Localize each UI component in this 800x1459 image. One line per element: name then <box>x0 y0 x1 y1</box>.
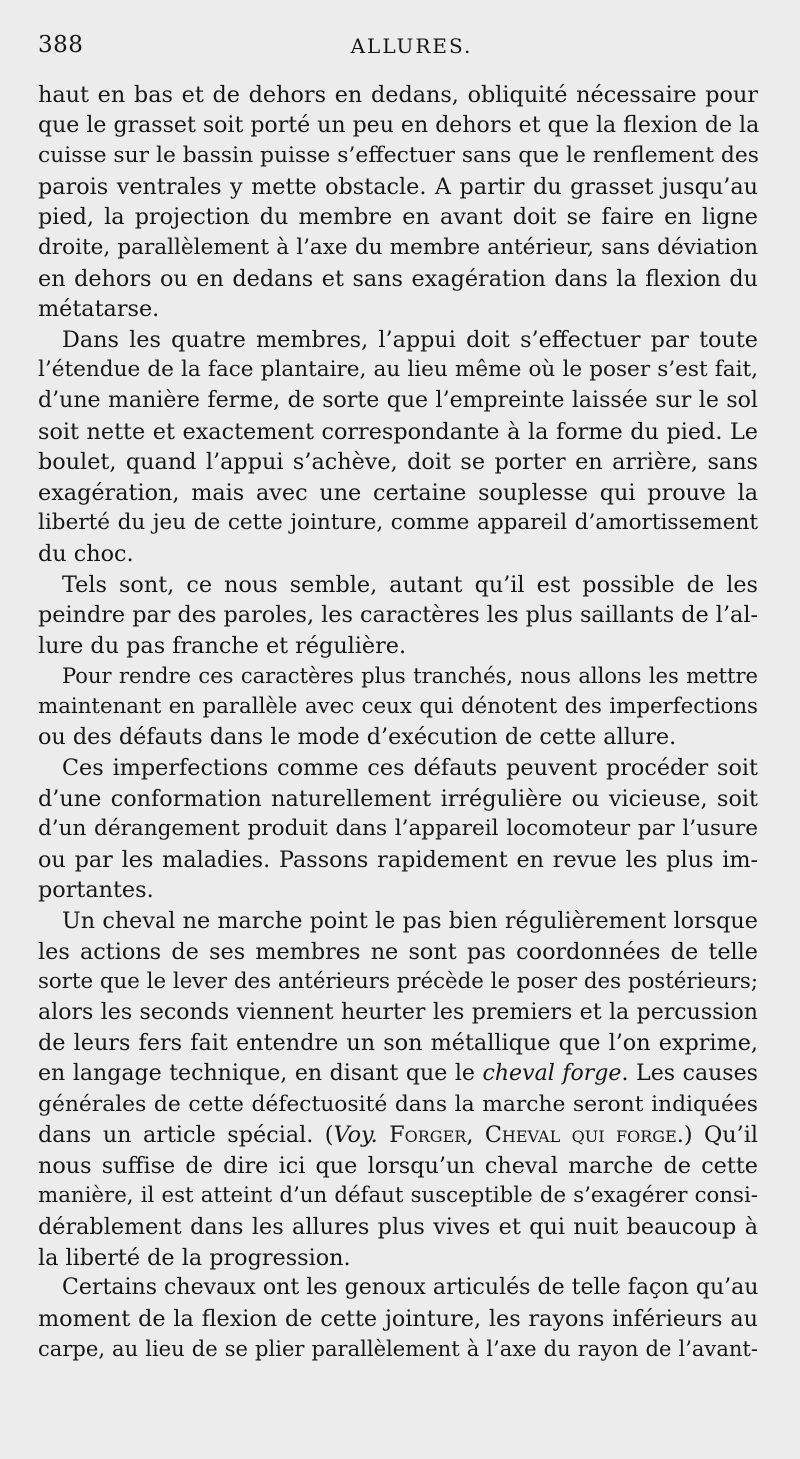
text-line: manière, il est atteint d’un défaut susceptible de s’exagérer consi- <box>38 1183 758 1209</box>
text-line: soit nette et exactement correspondante à la forme du pied. Le <box>38 418 758 445</box>
text-run: dans un article spécial. ( <box>38 1122 334 1149</box>
text-line: maintenant en parallèle avec ceux qui dénotent des imperfections <box>38 693 758 719</box>
text-line-with-reference <box>38 1120 758 1151</box>
text-line: peindre par des paroles, les caractères les plus saillants de l’al- <box>38 602 758 629</box>
text-line: en dehors ou en dedans et sans exagération dans la flexion du <box>38 265 758 292</box>
page-number: 388 <box>38 32 84 58</box>
running-head: ALLURES. <box>350 34 473 58</box>
text-line: dérablement dans les allures plus vives et qui nuit beaucoup à <box>38 1213 758 1240</box>
text-line: ou par les maladies. Passons rapidement en revue les plus im- <box>38 846 758 873</box>
text-line: exagération, mais avec une certaine souplesse qui prouve la <box>38 479 758 506</box>
text-line: Dans les quatre membres, l’appui doit s’effectuer par toute <box>62 326 758 353</box>
text-line: Un cheval ne marche point le pas bien régulièrement lorsque <box>62 908 758 935</box>
text-line: liberté du jeu de cette jointure, comme appareil d’amortissement <box>38 510 758 536</box>
text-line: Ces imperfections comme ces défauts peuvent procéder soit <box>62 755 758 782</box>
text-line: d’un dérangement produit dans l’appareil locomoteur par l’usure <box>38 816 758 842</box>
text-line: boulet, quand l’appui s’achève, doit se porter en arrière, sans <box>38 449 758 476</box>
text-line: du choc. <box>38 540 134 567</box>
text-line: Pour rendre ces caractères plus tranchés, nous allons les mettre <box>62 663 758 689</box>
text-line: de leurs fers fait entendre un son métallique que l’on exprime, <box>38 1030 758 1057</box>
text-line: droite, parallèlement à l’axe du membre antérieur, sans déviation <box>38 234 758 260</box>
text-line: sorte que le lever des antérieurs précède le poser des postérieurs; <box>38 969 758 995</box>
text-line: haut en bas et de dehors en dedans, obliquité nécessaire pour <box>38 82 758 108</box>
text-line: carpe, au lieu de se plier parallèlement à l’axe du rayon de l’avant- <box>38 1336 758 1362</box>
text-line: ou des défauts dans le mode d’exécution de cette allure. <box>38 724 677 751</box>
text-run: . Les causes <box>621 1061 758 1086</box>
text-line-with-italic <box>38 1059 758 1090</box>
text-line: moment de la flexion de cette jointure, les rayons inférieurs au <box>38 1305 758 1332</box>
text-line: lure du pas franche et régulière. <box>38 632 407 659</box>
text-line: alors les seconds viennent heurter les premiers et la percussion <box>38 999 758 1025</box>
text-line: générales de cette défectuosité dans la marche seront indiquées <box>38 1091 758 1117</box>
italic-term: cheval forge <box>482 1061 622 1086</box>
text-line: d’une manière ferme, de sorte que l’empreinte laissée sur le sol <box>38 387 758 413</box>
text-run: en langage technique, en disant que le <box>38 1061 483 1086</box>
text-line: d’une conformation naturellement irrégulière ou vicieuse, soit <box>38 785 758 812</box>
page-header <box>38 32 760 62</box>
italic-abbreviation: Voy. <box>333 1122 378 1149</box>
text-line: parois ventrales y mette obstacle. A partir du grasset jusqu’au <box>38 173 758 200</box>
text-line: Tels sont, ce nous semble, autant qu’il est possible de les <box>62 571 758 598</box>
cross-reference: Forger, Cheval qui forge. <box>377 1122 684 1149</box>
text-run: ) Qu’il <box>683 1122 758 1149</box>
text-line: l’étendue de la face plantaire, au lieu même où le poser s’est fait, <box>38 357 758 383</box>
body-text <box>38 80 758 1365</box>
text-line: que le grasset soit porté un peu en dehors et que la flexion de la <box>38 112 760 138</box>
text-line: cuisse sur le bassin puisse s’effectuer sans que le renflement des <box>38 143 759 169</box>
text-line: nous suffise de dire ici que lorsqu’un cheval marche de cette <box>38 1152 758 1179</box>
text-line: métatarse. <box>38 296 160 323</box>
text-line: les actions de ses membres ne sont pas coordonnées de telle <box>38 938 758 965</box>
text-line: pied, la projection du membre en avant doit se faire en ligne <box>38 204 758 231</box>
text-line: la liberté de la progression. <box>38 1244 351 1271</box>
text-line: Certains chevaux ont les genoux articulés de telle façon qu’au <box>62 1275 759 1301</box>
text-line: portantes. <box>38 877 154 904</box>
